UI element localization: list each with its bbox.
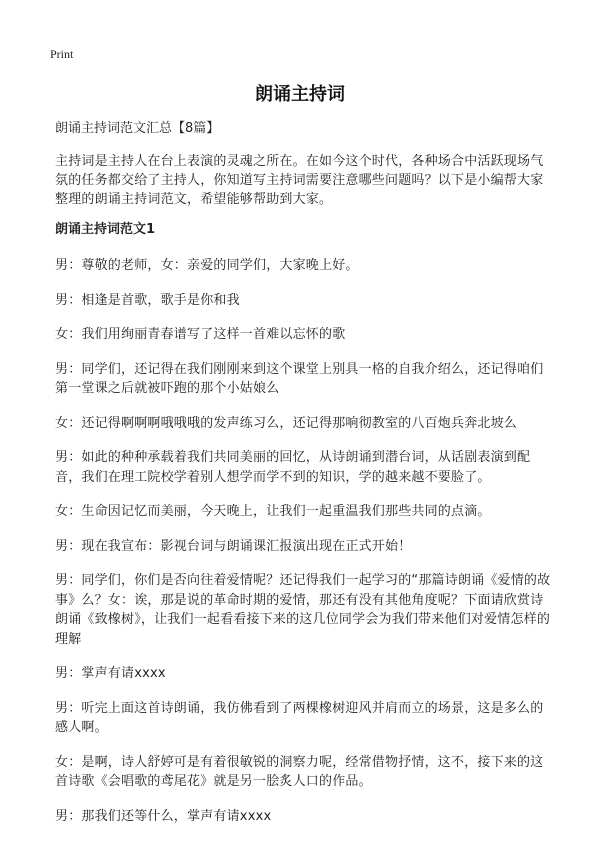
script-line: 男：那我们还等什么，掌声有请xxxx xyxy=(55,808,272,824)
script-line: 男：同学们，还记得在我们刚刚来到这个课堂上别具一格的自我介绍么，还记得咱们第一堂课之后就被吓跑的那个小姑娘么 xyxy=(55,361,544,396)
document-body xyxy=(55,120,553,841)
section-heading: 朗诵主持词范文1 xyxy=(55,222,156,237)
script-line: 男：同学们，你们是否向往着爱情呢？还记得我们一起学习的“那篇诗朗诵《爱情的故事》么？女：诶，那是说的革命时期的爱情，那还有没有其他角度呢？下面请欣赏诗朗诵《致橡树》，让我们一起看看接下来的这几位同学会为我们带来他们对爱情怎样的理解 xyxy=(55,573,551,647)
script-line: 男：掌声有请xxxx xyxy=(55,666,166,681)
document-subtitle: 朗诵主持词范文汇总【8篇】 xyxy=(55,121,220,136)
script-line: 男：尊敬的老师，女：亲爱的同学们，大家晚上好。 xyxy=(55,258,359,273)
script-line: 女：我们用绚丽青春谱写了这样一首难以忘怀的歌 xyxy=(55,327,346,342)
script-line: 男：相逢是首歌，歌手是你和我 xyxy=(55,292,240,308)
intro-paragraph: 主持词是主持人在台上表演的灵魂之所在。在如今这个时代，各种场合中活跃现场气氛的任务都交给了主持人，你知道写主持词需要注意哪些问题吗？以下是小编帮大家整理的朗诵主持词范文，希望能够帮助到大家。 xyxy=(55,154,544,207)
print-link[interactable]: Print xyxy=(50,47,74,61)
page-title: 朗诵主持词 xyxy=(255,84,345,105)
script-line: 女：还记得啊啊啊哦哦哦的发声练习么，还记得那响彻教室的八百炮兵奔北坡么 xyxy=(55,415,518,431)
script-line: 女：是啊，诗人舒婷可是有着很敏锐的洞察力呢，经常借物抒情，这不，接下来的这首诗歌《会唱歌的鸢尾花》就是另一脍炙人口的作品。 xyxy=(55,754,544,789)
script-line: 女：生命因记忆而美丽，今天晚上，让我们一起重温我们那些共同的点滴。 xyxy=(55,504,491,519)
script-line: 男：如此的种种承载着我们共同美丽的回忆，从诗朗诵到潜台词，从话剧表演到配音，我们在理工院校学着别人想学而学不到的知识，学的越来越不要脸了。 xyxy=(55,450,531,485)
script-line: 男：现在我宣布：影视台词与朗诵课汇报演出现在正式开始！ xyxy=(55,538,412,554)
script-line: 男：听完上面这首诗朗诵，我仿佛看到了两棵橡树迎风并肩而立的场景，这是多么的感人啊。 xyxy=(55,700,544,735)
